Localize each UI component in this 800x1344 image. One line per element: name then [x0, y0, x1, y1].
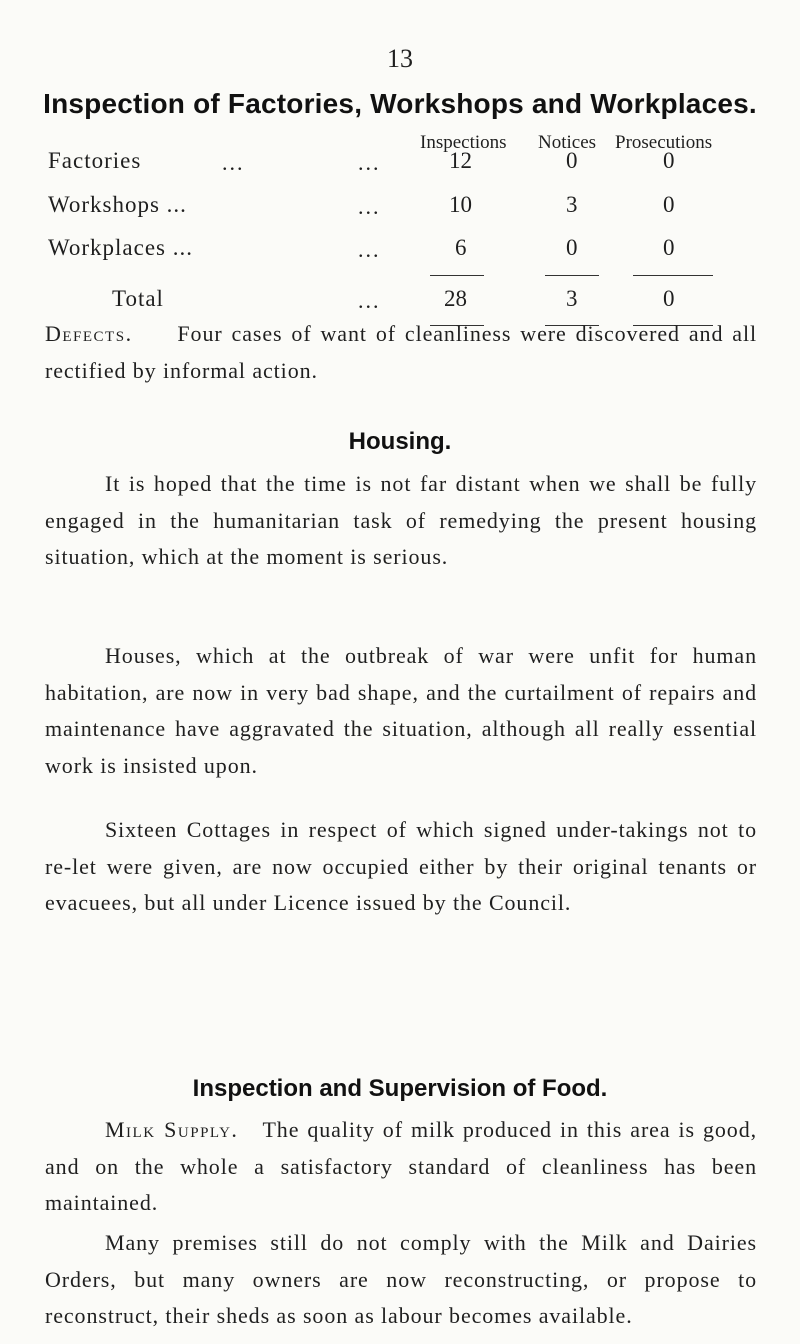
- row-label: Workshops ...: [48, 192, 187, 217]
- milk-supply-paragraph: [45, 1112, 757, 1222]
- housing-paragraph-3: Sixteen Cottages in respect of which signed under-takings not to re-let were given, are now occupied either by their original tenants or evacuees, but all under Licence issued by the Council.: [45, 817, 757, 915]
- prosecutions-value: 0: [663, 192, 675, 217]
- prosecutions-value: 0: [663, 148, 675, 173]
- premises-paragraph: Many premises still do not comply with the Milk and Dairies Orders, but many owners are now reconstructing, or propose to reconstruct, their sheds as soon as labour becomes available.: [45, 1230, 757, 1328]
- defects-paragraph: [45, 316, 757, 389]
- notices-value: 0: [566, 148, 578, 173]
- inspections-value: 10: [449, 192, 472, 217]
- row-dots: ...: [358, 288, 381, 313]
- row-dots: ...: [358, 194, 381, 219]
- inspections-value: 12: [449, 148, 472, 173]
- notices-value: 0: [566, 235, 578, 260]
- table-rule: [633, 275, 713, 276]
- notices-value: 3: [566, 192, 578, 217]
- column-header-prosecutions: Prosecutions: [615, 132, 713, 153]
- page-title: Inspection of Factories, Workshops and Workplaces.: [43, 88, 757, 119]
- table-rule: [545, 275, 599, 276]
- defects-lead: Defects.: [45, 321, 133, 346]
- notices-total: 3: [566, 286, 578, 311]
- row-dots: ...: [358, 150, 381, 175]
- page-number: 13: [387, 44, 413, 73]
- prosecutions-value: 0: [663, 235, 675, 260]
- milk-supply-text: The quality of milk produced in this area is good, and on the whole a satisfactory standard of cleanliness has been maintained.: [45, 1117, 758, 1215]
- housing-paragraph-1: It is hoped that the time is not far distant when we shall be fully engaged in the humanitarian task of remedying the present housing situation, which at the moment is serious.: [45, 471, 757, 569]
- column-header-inspections: Inspections: [420, 132, 507, 153]
- row-dots: ...: [222, 150, 245, 175]
- housing-paragraph-2: Houses, which at the outbreak of war were unfit for human habitation, are now in very bad shape, and the curtailment of repairs and maintenance have aggravated the situation, although all really essential work is insisted upon.: [45, 643, 757, 778]
- milk-supply-lead: Milk Supply.: [105, 1117, 239, 1142]
- food-heading: Inspection and Supervision of Food.: [192, 1075, 608, 1102]
- column-header-notices: Notices: [538, 132, 597, 153]
- row-label: Workplaces ...: [48, 235, 193, 260]
- prosecutions-total: 0: [663, 286, 675, 311]
- table-rule: [430, 275, 484, 276]
- row-dots: ...: [358, 237, 381, 262]
- defects-text: Four cases of want of cleanliness were discovered and all rectified by informal action.: [45, 321, 757, 383]
- inspections-total: 28: [444, 286, 467, 311]
- total-label: Total: [112, 286, 164, 311]
- row-label: Factories: [48, 148, 142, 173]
- housing-heading: Housing.: [348, 428, 452, 455]
- inspections-value: 6: [455, 235, 467, 260]
